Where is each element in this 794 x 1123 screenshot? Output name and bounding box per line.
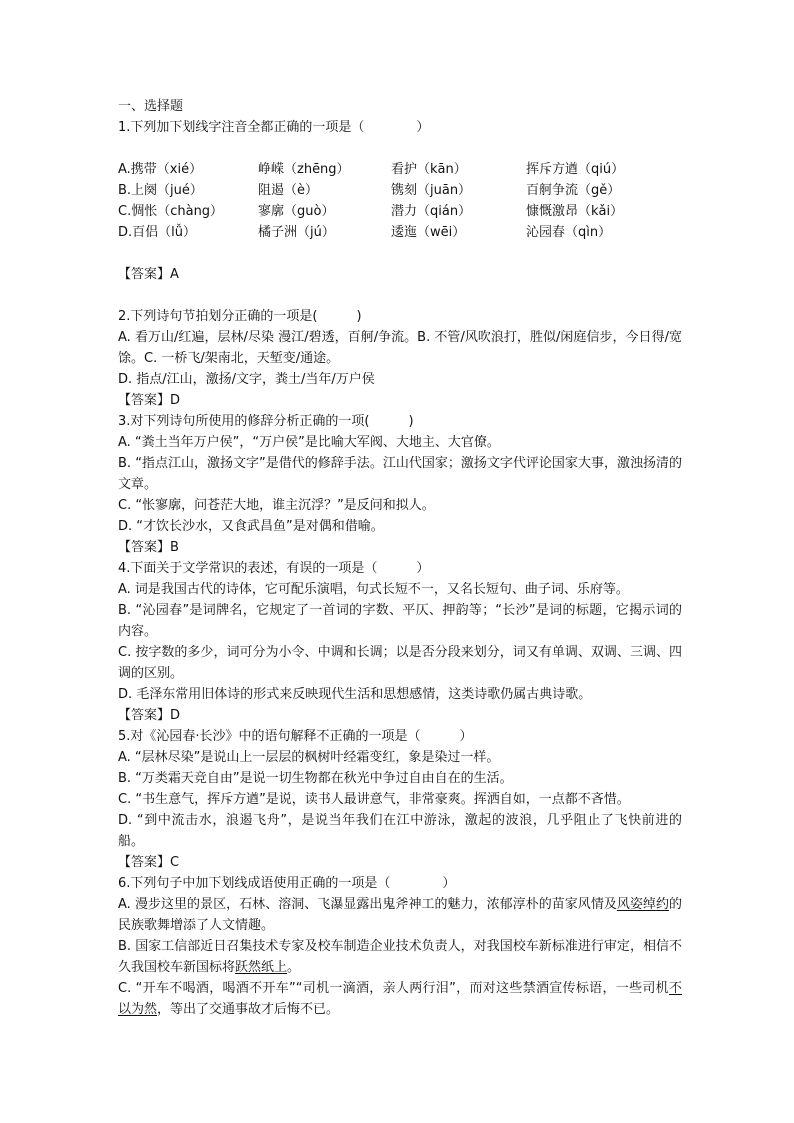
q3-option-c: C. “怅寥廓，问苍茫大地，谁主沉浮？”是反问和拟人。 [118,498,435,513]
spacer [118,138,682,159]
q1-option-a: A.携带（xié） 峥嵘（zhēng） 看护（kān） 挥斥方遒（qiú） [118,162,625,177]
q2-option-d: D. 指点/江山，激扬/文字，粪土/当年/万户侯 [118,372,375,387]
q2-stem: 2.下列诗句节拍划分正确的一项是( ) [118,309,362,324]
q3-stem: 3.对下列诗句所使用的修辞分析正确的一项( ) [118,414,414,429]
exam-page [118,96,682,1020]
q6-b-underlined-idiom: 跃然纸上 [235,960,288,975]
q4-stem: 4.下面关于文学常识的表述，有误的一项是（ ） [118,561,430,576]
q6-c-underlined-idiom: 不以为然 [118,981,682,1017]
q6-option-b: B. 国家工信部近日召集技术专家及校车制造企业技术负责人，对我国校车新标准进行审定，相信不久我国校车新国标将跃然纸上。 [118,939,682,975]
q4-option-c: C. 按字数的多少，词可分为小令、中调和长调；以是否分段来划分，词又有单调、双调、三调、四调的区别。 [118,645,682,681]
q5-option-d: D. “到中流击水，浪遏飞舟”，是说当年我们在江中游泳，激起的波浪，几乎阻止了飞快前进的船。 [118,813,682,849]
q5-option-c: C. “书生意气，挥斥方遒”是说，读书人最讲意气，非常豪爽。挥洒自如，一点都不吝惜。 [118,792,630,807]
q2-options-abc: A. 看万山/红遍，层林/尽染 漫江/碧透，百舸/争流。B. 不管/风吹浪打，胜似/闲庭信步，今日得/宽馀。C. 一桥飞/架南北，天堑变/通途。 [118,330,682,366]
section-title: 一、选择题 [118,99,184,114]
q1-option-d: D.百侣（lǚ） 橘子洲（jú） 逶迤（wēi） 沁园春（qìn） [118,225,612,240]
q5-option-b: B. “万类霜天竞自由”是说一切生物都在秋光中争过自由自在的生活。 [118,771,513,786]
q1-option-b: B.上阕（jué） 阻遏（è） 镌刻（juān） 百舸争流（gě） [118,183,621,198]
q1-stem: 1.下列加下划线字注音全都正确的一项是（ ） [118,120,430,135]
q4-answer: 【答案】D [118,708,181,723]
q3-option-b: B. “指点江山，激扬文字”是借代的修辞手法。江山代国家；激扬文字代评论国家大事，激浊扬清的文章。 [118,456,682,492]
q4-option-a: A. 词是我国古代的诗体，它可配乐演唱，句式长短不一，又名长短句、曲子词、乐府等。 [118,582,629,597]
q6-option-a: A. 漫步这里的景区，石林、溶洞、飞瀑显露出鬼斧神工的魅力，浓郁淳朴的苗家风情及风姿绰约的民族歌舞增添了人文情趣。 [118,897,682,933]
spacer [118,285,682,306]
q6-option-c: C. “开车不喝酒，喝酒不开车”“司机一滴酒，亲人两行泪”，而对这些禁酒宣传标语，一些司机不以为然，等出了交通事故才后悔不已。 [118,981,682,1017]
q5-answer: 【答案】C [118,855,180,870]
q3-option-a: A. “粪土当年万户侯”，“万户侯”是比喻大军阀、大地主、大官僚。 [118,435,500,450]
q1-answer: 【答案】A [118,267,179,282]
q5-option-a: A. “层林尽染”是说山上一层层的枫树叶经霜变红，象是染过一样。 [118,750,500,765]
q3-answer: 【答案】B [118,540,179,555]
q2-answer: 【答案】D [118,393,181,408]
q1-option-c: C.惆怅（chàng） 寥廓（guò） 潜力（qián） 慷慨激昂（kǎi） [118,204,624,219]
q3-option-d: D. “才饮长沙水，又食武昌鱼”是对偶和借喻。 [118,519,384,534]
q6-a-underlined-idiom: 风姿绰约 [616,897,669,912]
q6-stem: 6.下列句子中加下划线成语使用正确的一项是（ ） [118,876,456,891]
spacer [118,243,682,264]
q4-option-d: D. 毛泽东常用旧体诗的形式来反映现代生活和思想感情，这类诗歌仍属古典诗歌。 [118,687,592,702]
q5-stem: 5.对《沁园春·长沙》中的语句解释不正确的一项是（ ） [118,729,473,744]
q4-option-b: B. “沁园春”是词牌名，它规定了一首词的字数、平仄、押韵等；“长沙”是词的标题，它揭示词的内容。 [118,603,682,639]
